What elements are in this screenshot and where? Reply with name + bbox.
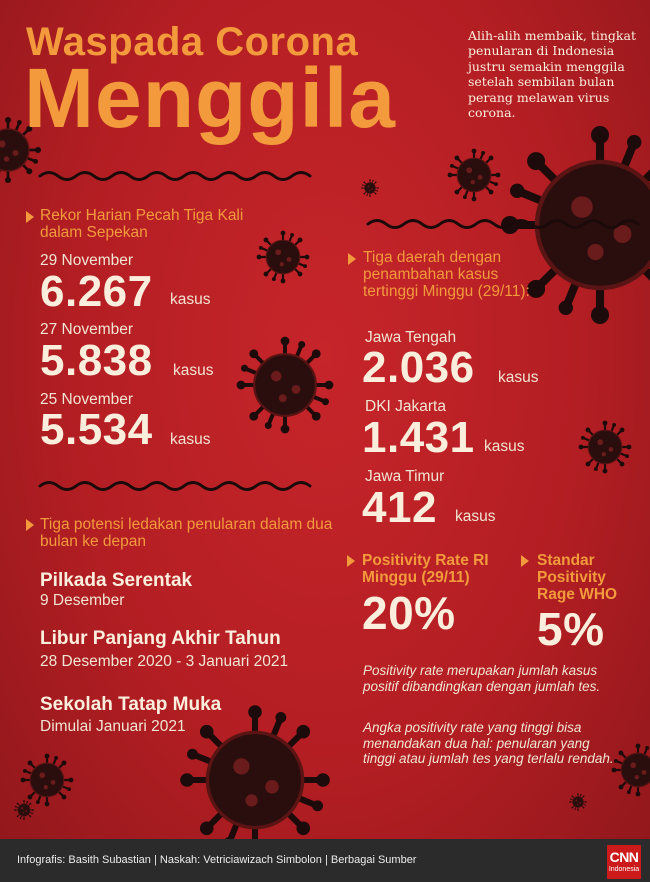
region-unit: kasus bbox=[455, 508, 496, 525]
bullet-triangle-icon bbox=[521, 555, 529, 567]
virus-icon bbox=[569, 793, 587, 811]
record-date: 27 November bbox=[40, 321, 134, 338]
bullet-triangle-icon bbox=[26, 211, 34, 223]
positivity-who-title: Standar Positivity Rage WHO bbox=[537, 552, 618, 603]
logo-subtext: Indonesia bbox=[608, 866, 640, 873]
records-title: Rekor Harian Pecah Tiga Kali dalam Sepekan bbox=[40, 207, 244, 241]
cnn-indonesia-logo bbox=[607, 845, 641, 879]
region-value: 2.036 bbox=[362, 343, 475, 392]
potential-detail: Dimulai Januari 2021 bbox=[40, 718, 186, 735]
bullet-triangle-icon bbox=[26, 519, 34, 531]
virus-icon bbox=[21, 754, 74, 807]
title-line-1: Waspada Corona bbox=[26, 20, 359, 64]
record-unit: kasus bbox=[170, 431, 211, 448]
intro-text: Alih-alih membaik, tingkat penularan di Indonesia justru semakin menggila setelah sembilan bulan perang melawan virus corona. bbox=[468, 28, 636, 121]
potential-event: Sekolah Tatap Muka bbox=[40, 694, 222, 715]
potential-detail: 28 Desember 2020 - 3 Januari 2021 bbox=[40, 653, 289, 670]
footer-credits: Infografis: Basith Subastian | Naskah: Vetriciawizach Simbolon | Berbagai Sumber bbox=[17, 854, 417, 866]
positivity-who-value: 5% bbox=[537, 603, 605, 655]
record-unit: kasus bbox=[170, 291, 211, 308]
virus-icon bbox=[14, 800, 34, 820]
regions-title: Tiga daerah dengan penambahan kasus tertinggi Minggu (29/11): bbox=[363, 249, 530, 300]
region-value: 412 bbox=[362, 483, 437, 532]
region-name: Jawa Timur bbox=[365, 468, 445, 485]
positivity-interpretation-note: Angka positivity rate yang tinggi bisa menandakan dua hal: penularan yang tinggi atau jumlah tes yang terlalu rendah. bbox=[363, 720, 614, 767]
logo-text: CNN bbox=[609, 849, 639, 865]
positivity-ri-title: Positivity Rate RI Minggu (29/11) bbox=[362, 552, 489, 586]
potentials-title: Tiga potensi ledakan penularan dalam dua bulan ke depan bbox=[40, 516, 333, 550]
wavy-divider bbox=[40, 483, 310, 490]
positivity-ri-value: 20% bbox=[362, 587, 456, 639]
bullet-triangle-icon bbox=[348, 253, 356, 265]
title-line-2: Menggila bbox=[24, 51, 397, 145]
virus-icon bbox=[180, 705, 330, 855]
record-date: 29 November bbox=[40, 252, 134, 269]
potential-event: Libur Panjang Akhir Tahun bbox=[40, 628, 281, 649]
wavy-divider bbox=[40, 173, 310, 180]
virus-icon bbox=[237, 337, 334, 434]
region-unit: kasus bbox=[498, 369, 539, 386]
record-value: 5.838 bbox=[40, 336, 153, 385]
bullet-triangle-icon bbox=[347, 555, 355, 567]
virus-icon bbox=[579, 421, 632, 474]
virus-icon bbox=[361, 179, 379, 197]
region-value: 1.431 bbox=[362, 413, 475, 462]
record-unit: kasus bbox=[173, 362, 214, 379]
record-value: 6.267 bbox=[40, 267, 153, 316]
region-name: DKI Jakarta bbox=[365, 398, 446, 415]
potential-event: Pilkada Serentak bbox=[40, 570, 193, 591]
record-date: 25 November bbox=[40, 391, 134, 408]
potential-detail: 9 Desember bbox=[40, 592, 125, 609]
virus-icon bbox=[448, 149, 501, 202]
region-name: Jawa Tengah bbox=[365, 329, 457, 346]
record-value: 5.534 bbox=[40, 405, 153, 454]
region-unit: kasus bbox=[484, 438, 525, 455]
positivity-definition-note: Positivity rate merupakan jumlah kasus positif dibandingkan dengan jumlah tes. bbox=[363, 663, 601, 694]
